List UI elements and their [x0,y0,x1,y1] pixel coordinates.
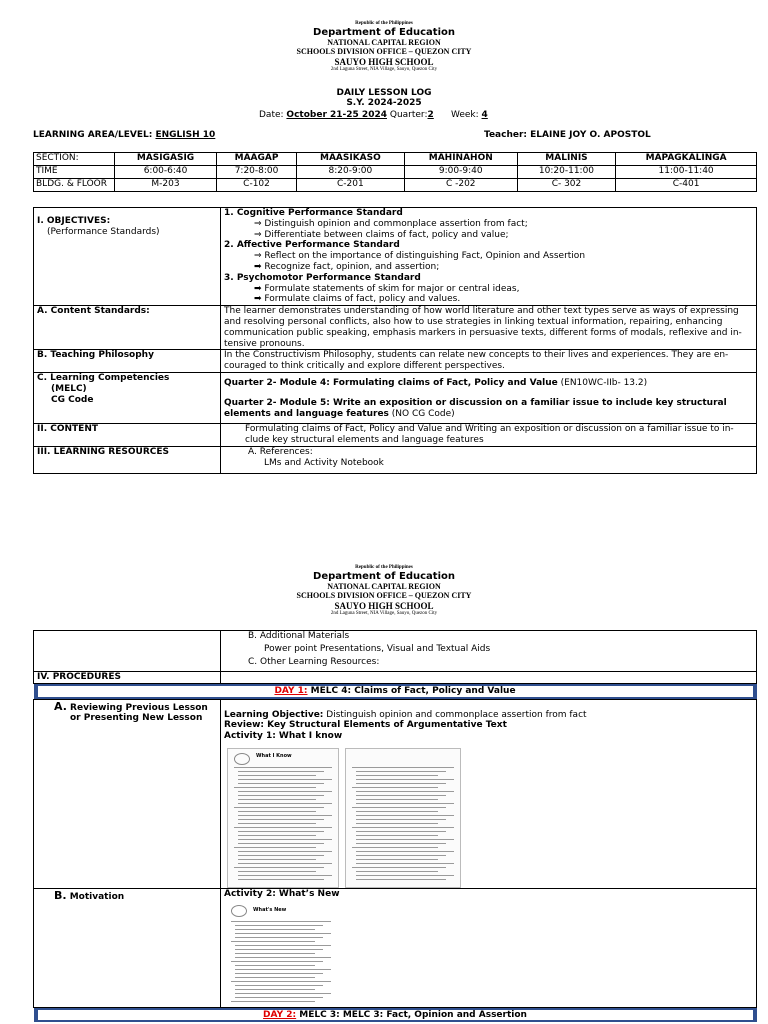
worksheet-text-line [238,859,316,860]
content-text: Formulating claims of Fact, Policy and Value and Writing an exposition or discussion on a familiar issue to in-clude key structural elements and language features [221,424,757,447]
section-name: MASIGASIG [115,153,217,166]
melc-label: (MELC) [51,383,87,394]
republic-text: Republic of the Philippines [355,565,413,570]
section-row-label: SECTION: [34,153,115,166]
room-row [34,179,757,192]
log-title-block [0,88,768,109]
day1-label: DAY 1: [274,685,308,696]
address-text: 2nd Laguna Street, NIA Village, Sauyo, Quezon City [330,610,438,616]
worksheet-text-line [356,879,446,880]
worksheet-thumbnail-left [227,748,339,888]
day2-text: MELC 3: MELC 3: Fact, Opinion and Assertion [296,1009,527,1020]
letterhead [0,21,768,73]
worksheet-text-line [234,847,316,848]
section-name: MAASIKASO [297,153,405,166]
worksheet-text-line [231,941,315,942]
worksheet-text-line [352,807,446,808]
worksheet-text-line [356,791,454,792]
content-standards-row [34,306,757,350]
other-resources-label: C. Other Learning Resources: [248,656,380,667]
worksheet-text-line [234,807,324,808]
time-row-label: TIME [34,166,115,179]
section-time: 9:00-9:40 [404,166,517,179]
school-text: SAUYO HIGH SCHOOL [334,56,434,67]
worksheet-text-line [231,961,323,962]
letterhead [0,565,768,617]
worksheet-text-line [356,823,438,824]
book-icon [231,905,247,917]
learning-objective: Learning Objective: Distinguish opinion and commonplace assertion from fact [224,709,587,720]
area-label: LEARNING AREA/LEVEL: [33,130,153,140]
day1-row [34,683,757,699]
affective-standard: 2. Affective Performance Standard [224,240,400,251]
worksheet-text-line [356,799,438,800]
quarter-label: Quarter: [389,110,428,120]
school-year: S.Y. 2024-2025 [346,98,422,109]
worksheet-text-line [238,839,332,840]
worksheet-text-line [356,875,454,876]
objective-item: ➡ Formulate claims of fact, policy and values. [254,294,461,305]
objective-item: ⇒ Differentiate between claims of fact, policy and value; [254,229,509,240]
worksheet-text-line [352,787,438,788]
objective-item: ➡ Recognize fact, opinion, and assertion; [254,261,440,272]
worksheet-text-line [235,965,315,966]
worksheet-text-line [234,867,324,868]
quarter-value: 2 [427,110,434,120]
worksheet-text-line [235,945,331,946]
section-time: 8:20-9:00 [297,166,405,179]
section-time: 6:00-6:40 [115,166,217,179]
section-room: C- 302 [517,179,615,192]
procedures-label: IV. PROCEDURES [34,672,221,684]
worksheet-text-line [238,851,332,852]
worksheet-text-line [238,819,324,820]
week-label: Week: [450,110,479,120]
book-icon [234,753,250,765]
worksheet-text-line [234,787,316,788]
worksheet-text-line [352,867,446,868]
room-row-label: BLDG. & FLOOR [34,179,115,192]
region-text: NATIONAL CAPITAL REGION [327,38,441,48]
worksheet-text-line [231,1001,315,1002]
worksheet-text-line [235,929,315,930]
worksheet-text-line [238,843,324,844]
worksheet-text-line [238,815,332,816]
worksheet-text-line [356,811,438,812]
objective-item: ⇒ Distinguish opinion and commonplace assertion from fact; [254,218,528,229]
worksheet-text-line [356,851,454,852]
resources-row [34,446,757,473]
worksheet-text-line [235,957,331,958]
day1-banner [34,684,757,699]
additional-materials-label: B. Additional Materials [248,631,350,641]
additional-materials-item: Power point Presentations, Visual and Textual Aids [264,643,491,654]
address-text: 2nd Laguna Street, NIA Village, Sauyo, Quezon City [330,66,438,72]
worksheet-text-line [234,767,332,768]
thumbnail-title: What's New [253,906,287,913]
competency-module-4: Quarter 2- Module 4: Formulating claims of Fact, Policy and Value (EN10WC-IIb- 13.2) [224,377,648,388]
section-name: MALINIS [517,153,615,166]
worksheet-text-line [238,803,332,804]
procedures-row [34,672,757,684]
worksheet-text-line [235,969,331,970]
worksheet-text-line [238,871,316,872]
worksheet-text-line [356,843,446,844]
thumbnail-title: What I Know [256,752,292,759]
worksheet-text-line [235,973,323,974]
date-label: Date: [259,110,284,120]
department-text: Department of Education [313,570,455,582]
day2-label: DAY 2: [263,1009,297,1020]
objectives-row [34,208,757,306]
review-row [34,699,757,888]
worksheet-text-line [235,937,323,938]
worksheet-text-line [238,823,316,824]
day2-banner [34,1008,757,1023]
content-standards-label: A. Content Standards: [34,306,221,350]
competencies-label: C. Learning Competencies [37,372,170,383]
worksheet-text-line [238,779,332,780]
worksheet-text-line [356,815,454,816]
worksheet-text-line [238,771,324,772]
worksheet-text-line [356,775,438,776]
worksheet-text-line [235,993,331,994]
worksheet-text-line [235,925,323,926]
worksheet-text-line [356,831,446,832]
area-value: ENGLISH 10 [155,130,216,140]
department-text: Department of Education [313,26,455,38]
worksheet-text-line [352,767,454,768]
section-name: MAHINAHON [404,153,517,166]
worksheet-thumbnail-right [345,748,461,888]
section-room: C -202 [404,179,517,192]
worksheet-text-line [352,847,438,848]
teacher-label: Teacher: [484,130,528,140]
competencies-row [34,372,757,423]
worksheet-text-line [238,799,316,800]
worksheet-text-line [238,811,316,812]
review-label-2: or Presenting New Lesson [70,713,203,724]
worksheet-text-line [356,859,438,860]
review-label: A. Reviewing Previous Lesson [54,699,208,713]
section-time: 10:20-11:00 [517,166,615,179]
objective-item: ➡ Formulate statements of skim for major or central ideas, [254,283,520,294]
motivation-row [34,888,757,1007]
worksheet-text-line [356,835,438,836]
psychomotor-standard: 3. Psychomotor Performance Standard [224,272,421,283]
additional-resources-row [34,631,757,672]
resources-label: III. LEARNING RESOURCES [34,446,221,473]
worksheet-text-line [356,779,454,780]
section-room: C-201 [297,179,405,192]
worksheet-text-line [356,771,446,772]
worksheet-text-line [235,989,315,990]
worksheet-text-line [235,933,331,934]
worksheet-text-line [235,953,315,954]
references-item: LMs and Activity Notebook [264,457,384,468]
philosophy-row [34,350,757,373]
philosophy-label: B. Teaching Philosophy [34,350,221,373]
section-room: C-102 [217,179,297,192]
section-table [33,152,757,192]
section-name: MAAGAP [217,153,297,166]
worksheet-text-line [238,831,324,832]
lesson-table-2 [33,630,757,1022]
worksheet-text-line [356,863,454,864]
objective-item: ⇒ Reflect on the importance of distinguishing Fact, Opinion and Assertion [254,251,586,262]
school-text: SAUYO HIGH SCHOOL [334,600,434,611]
worksheet-text-line [238,783,324,784]
section-time: 7:20-8:00 [217,166,297,179]
section-room: C-401 [616,179,757,192]
section-name: MAPAGKALINGA [616,153,757,166]
worksheet-text-line [356,839,454,840]
worksheet-thumbnail-motivation [225,903,337,1007]
motivation-label: B. Motivation [34,888,221,1007]
worksheet-text-line [238,791,332,792]
worksheet-text-line [356,803,454,804]
week-value: 4 [481,110,488,120]
teacher [484,130,651,140]
region-text: NATIONAL CAPITAL REGION [327,582,441,592]
worksheet-text-line [238,879,324,880]
worksheet-text-line [356,783,446,784]
worksheet-text-line [356,819,446,820]
activity-2-heading: Activity 2: What’s New [224,888,340,899]
division-text: SCHOOLS DIVISION OFFICE – QUEZON CITY [296,591,472,601]
competency-module-5: Quarter 2- Module 5: Write an exposition or discussion on a familiar issue to include key structural elements and language features (NO CG Code) [224,397,727,419]
worksheet-text-line [238,795,324,796]
worksheet-text-line [238,875,332,876]
worksheet-text-line [235,985,323,986]
worksheet-text-line [238,863,332,864]
worksheet-text-line [231,921,331,922]
date-line [259,110,488,120]
cognitive-standard: 1. Cognitive Performance Standard [224,208,403,218]
worksheet-text-line [238,775,316,776]
activity-1-heading: Activity 1: What I know [224,731,343,742]
day2-row [34,1007,757,1022]
section-row [34,153,757,166]
references-label: A. References: [248,446,313,457]
worksheet-text-line [235,949,323,950]
log-title: DAILY LESSON LOG [336,88,432,98]
time-row [34,166,757,179]
teacher-value: ELAINE JOY O. APOSTOL [530,130,651,140]
worksheet-text-line [238,835,316,836]
worksheet-text-line [352,827,454,828]
content-row [34,424,757,447]
republic-text: Republic of the Philippines [355,21,413,26]
objectives-sublabel: (Performance Standards) [47,226,160,237]
day1-text: MELC 4: Claims of Fact, Policy and Value [307,685,516,696]
cg-code-label: CG Code [51,394,94,405]
section-time: 11:00-11:40 [616,166,757,179]
worksheet-text-line [234,827,332,828]
division-text: SCHOOLS DIVISION OFFICE – QUEZON CITY [296,47,472,57]
content-label: II. CONTENT [34,424,221,447]
learning-area [33,130,215,140]
page-2 [0,560,768,1024]
worksheet-text-line [231,981,331,982]
section-room: M-203 [115,179,217,192]
worksheet-text-line [356,795,446,796]
review-heading: Review: Key Structural Elements of Argumentative Text [224,720,507,731]
lesson-table-1 [33,207,757,474]
worksheet-text-line [356,855,446,856]
worksheet-text-line [235,977,315,978]
content-standards-text: The learner demonstrates understanding of how world literature and other text types serve as ways of expressing and resolving personal conflicts, also how to use strategies in linking textual information, repairing, enhancing communication public speaking, emphasis markers in persuasive texts, different forms of modals, reflexive and in-tensive pronouns. [221,306,757,350]
date-value: October 21-25 2024 [286,110,387,120]
worksheet-text-line [238,855,324,856]
objectives-label: I. OBJECTIVES: [37,216,111,226]
worksheet-text-line [356,871,438,872]
worksheet-text-line [235,997,323,998]
philosophy-text: In the Constructivism Philosophy, students can relate new concepts to their lives and experiences. They are en-couraged to think critically and explore different perspectives. [221,350,757,373]
